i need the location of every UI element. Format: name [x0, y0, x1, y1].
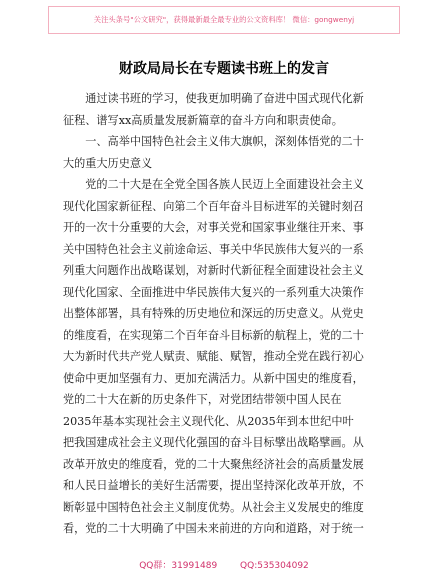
qq-text: QQ:535304092 — [240, 561, 309, 571]
body-line: 和人民日益增长的美好生活需要，提出坚持深化改革开放，不 — [63, 479, 364, 492]
body-line: 断彰显中国特色社会主义制度优势。从社会主义发展史的维度 — [63, 500, 364, 514]
body-line: 现代化国家、全面推进中华民族伟大复兴的一系列重大决策作 — [63, 285, 364, 299]
qq-group-text: QQ群：31991489 — [139, 561, 218, 571]
body-line: 现代化国家新征程、向第二个百年奋斗目标进军的关键时刻召 — [63, 199, 364, 213]
promo-banner: 关注头条号"公文研究"，获得最新最全最专业的公文资料库！ 微信：gongwenyj — [48, 6, 400, 34]
body-line: 开的一次十分重要的大会，对事关党和国家事业继往开来、事 — [63, 221, 364, 234]
body-line: 征程、谱写xx高质量发展新篇章的奋斗方向和职责使命。 — [63, 113, 343, 127]
body-line: 通过读书班的学习，使我更加明确了奋进中国式现代化新 — [63, 92, 364, 105]
body-line: 的维度看，在实现第二个百年奋斗目标新的航程上，党的二十 — [63, 328, 364, 342]
document-body — [63, 88, 389, 540]
body-line: 改革开放史的维度看，党的二十大聚焦经济社会的高质量发展 — [63, 457, 364, 471]
body-line: 看，党的二十大明确了中国未来前进的方向和道路，对于统一 — [63, 522, 364, 535]
contact-footer — [0, 558, 448, 571]
body-line: 党的二十大在新的历史条件下，对党团结带领中国人民在 — [63, 393, 342, 406]
body-line: 大为新时代共产党人赋责、赋能、赋智，推动全党在践行初心 — [63, 350, 364, 363]
body-line: 2035年基本实现社会主义现代化、从2035年到本世纪中叶 — [63, 414, 354, 428]
section-heading-line: 大的重大历史意义 — [63, 156, 153, 170]
document-title: 财政局局长在专题读书班上的发言 — [119, 61, 329, 77]
body-line: 列重大问题作出战略谋划，对新时代新征程全面建设社会主义 — [63, 264, 364, 277]
body-line: 出整体部署，具有特殊的历史地位和深远的历史意义。从党史 — [63, 307, 364, 320]
body-line: 使命中更加坚强有力、更加充满活力。从新中国史的维度看， — [63, 371, 364, 385]
body-line: 党的二十大是在全党全国各族人民迈上全面建设社会主义 — [63, 178, 364, 191]
section-heading-line: 一、高举中国特色社会主义伟大旗帜，深刻体悟党的二十 — [63, 135, 364, 148]
body-line: 关中国特色社会主义前途命运、事关中华民族伟大复兴的一系 — [63, 242, 364, 256]
body-line: 把我国建成社会主义现代化强国的奋斗目标擘出战略擘画。从 — [63, 436, 364, 449]
